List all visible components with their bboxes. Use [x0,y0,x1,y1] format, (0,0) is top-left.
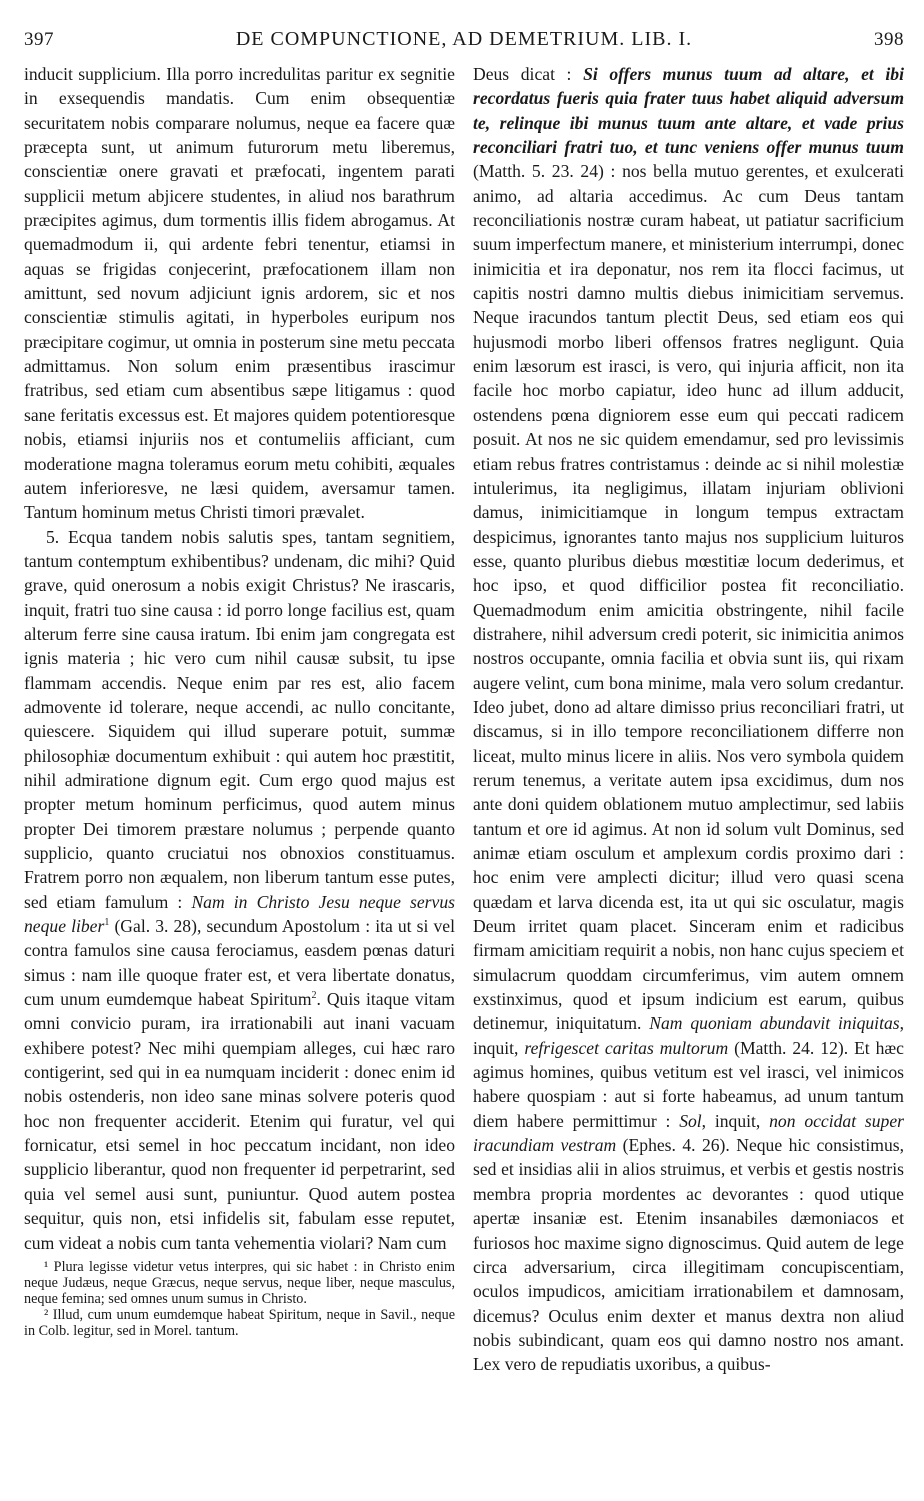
scripture-quote: Sol [679,1110,702,1131]
text-run: Deus dicat : [473,64,584,84]
right-column [473,62,904,1377]
running-header [24,28,904,62]
page-number-left: 397 [24,29,54,50]
footnote: ² Illud, cum unum eumdemque habeat Spiritum, neque in Savil., neque in Colb. legitur, sed in Morel. tantum. [24,1306,455,1339]
paragraph: inducit supplicium. Illa porro incredulitas paritur ex segnitie in exsequendis mandatis. Cum enim obsequentiæ securitatem nobis comparare nolumus, neque ea facere quæ præcepta sunt, ut animum futurorum metu liberemus, conscientiæ onere gravati et præfocati, ingentem parati supplicii metum abjicere studentes, in aliud nos barathrum præcipites agimus, dum tormentis illis fidem abrogamus. At quemadmodum ii, qui ardente febri tenentur, etiamsi in aquas se frigidas conjecerint, præfocationem illam non amittunt, sed novum adjiciunt ignis ardorem, sic et nos conscientiæ stimulis agitati, in hyperboles euripum nos præcipitare cogimur, ut omnia in posterum sine metu peccata admittamus. Non solum enim præsentibus irascimur fratribus, sed etiam cum absentibus sæpe litigamus : quod sane feritatis excessus est. Et majores quidem potentioresque nobis, etiamsi injuriis nos et contumeliis afficiant, cum moderatione magna toleramus eorum metu cohibiti, æquales autem inferioresve, ne læsi quidem, aversamur tamen. Tantum hominum metus Christi timori prævalet. [24,64,455,523]
footnotes [24,1259,455,1339]
text-run: . Quis itaque vitam omni convicio puram, ira irrationabili aut inani vacuam exhibere potest? Nec mihi quempiam alleges, cui hæc raro contigerint, sed qui in ea numquam inciderit : donec enim id nobis ostenderis, non ideo sane minas solvere poteris quod hoc non frequenter acciderit. Etenim qui furatur, vel qui fornicatur, etsi semel in hoc peccatum incidant, non ideo supplicio liberantur, quod non frequenter id perpetrarint, sed quia vel semel ausi sunt, puniuntur. Quod autem postea sequitur, quis non, etsi infidelis sit, fabulam esse reputet, cum videat a nobis cum tanta vehementia violari? Nam cum [24,989,455,1253]
scripture-quote: non occidat super iracundiam vestram [473,1110,904,1156]
text-run: (Ephes. 4. 26). Neque hic consistimus, sed et insidias alii in alios struimus, et verbis et gestis nostris membra propria mordentes ac devorantes : quod utique apertæ insaniæ est. Etenim insanabiles dæmoniacos et furiosos hoc maxime signo dignoscimus. Quid autem de lege circa adversarium, circa illegitimam concupiscentiam, oculos impudicos, amicitiam irrationabilem et damnosam, dicemus? Oculus enim dexter et manus dextra non aliud nobis subindicant, quam eos qui damno nostro nos amant. Lex vero de repudiatis uxoribus, a quibus- [473,1135,904,1375]
text-run: (Matth. 5. 23. 24) : nos bella mutuo gerentes, et exulcerati animo, ad altaria accedimus. Ac cum Deus tantam reconciliationis nostræ curam habeat, ut patiatur sacrificium suum imperfectum manere, et ministerium interrumpi, donec inimicitia et ira deponatur, nos rem ita flocci facimus, ut capitis nostri damno multis diebus inimicitiam servemus. Neque iracundos tantum plectit Deus, sed etiam eos qui hujusmodi morbo liberi offensos fratres negligunt. Quia enim læsorum est irasci, is vero, qui injuria afficit, non ita facile hoc morbo capiatur, ideo hunc ad illum adducit, ostendens pœna digniorem esse eum qui peccati radicem posuit. At nos ne sic quidem emendamur, sed pro levissimis etiam rebus fratres contristamus : deinde ac si nihil molestiæ intulerimus, ita negligimus, illatam injuriam oblivioni damus, inimicitiamque in longum tempus extractam despicimus, ignorantes tanto majus nos supplicium luituros esse, quanto pluribus diebus mœstitiæ locum dederimus, et hoc ipso, et quod difficilior postea fit reconciliatio. Quemadmodum enim amicitia obstringente, nihil facile distrahere, nihil adversum credi poterit, sic inimicitia animos nostros occupante, omnia facilia et obvia sunt iis, qui rixam augere velint, cum bona minime, mala vero solum credantur. Ideo jubet, dono ad altare dimisso prius reconciliari fratri, ut discamus, si in illo tempore reconciliationem differre non liceat, multo minus licere in aliis. Nos vero symbola quidem rerum tenemus, a veritate autem ipsa excidimus, dum nos ante doni quidem oblationem mutuo amplectimur, sed labiis tantum et ore id agimus. At non id solum vult Dominus, sed animæ etiam osculum et amplexum cordis proximo dari : hoc enim vere amplecti dicitur; illud vero quasi scena quædam et larva dicenda est, ita ut qui sic osculatur, magis Deum irritet quam placet. Sinceram enim et radicibus firmam amicitiam requirit a nobis, non hanc cujus speciem et simulacrum quoddam circumferimus, vim autem omnem exstinximus, quod et ipsum indicium est earum, quibus detinemur, iniquitatum. [473,161,904,1034]
paragraph [473,62,904,1377]
footnote: ¹ Plura legisse videtur vetus interpres, qui sic habet : in Christo enim neque Judæus, neque Græcus, neque servus, neque liber, neque masculus, neque femina; sed omnes unum sumus in Christo. [24,1258,455,1307]
footnote-ref: 2 [311,990,317,1002]
left-column [24,62,455,1377]
text-run: (Gal. 3. 28), secundum Apostolum : ita ut si vel contra famulos sine causa ferociamus, easdem pœnas daturi simus : nam ille quoque frater est, et vera libertate donatus, cum unum eumdemque habeat Spiritum [24,916,455,1010]
text-columns [24,62,904,1377]
scripture-quote: Si offers munus tuum ad altare, et ibi recordatus fueris quia frater tuus habet aliquid adversum te, relinque ibi munus tuum ante altare, et vade prius reconciliari fratri tuo, et tunc veniens offer munus tuum [473,64,904,158]
footnote-ref: 1 [104,917,110,929]
scripture-quote: Nam quoniam abundavit iniquitas [649,1013,900,1034]
scripture-quote: refrigescet caritas multorum [524,1037,729,1058]
text-run: 5. Ecqua tandem nobis salutis spes, tantam segnitiem, tantum contemptum exhibentibus? undenam, dic mihi? Quid grave, quid onerosum a nobis exigit Christus? Ne irascaris, inquit, fratri tuo sine causa : id porro longe facilius est, quam alterum ferre sine causa iratum. Ibi enim jam congregata est ignis materia ; hic vero cum nihil causæ subsit, tu ipse flammam accendis. Neque enim par res est, alio facem admovente id tolerare, neque accendi, ac nullo concitante, quiescere. Siquidem qui illud superare potuit, summæ philosophiæ documentum exhibuit : qui autem hoc præstitit, nihil admiratione dignum egit. Cum ergo quod majus est propter metum hominum perficimus, quod autem minus propter Dei timorem præstare nolumus ; perpende quanto supplicio, quanto cruciatui nos obnoxios constituamus. Fratrem porro non æqualem, non liberum tantum esse putes, sed etiam famulum : [24,526,455,912]
text-run: (Matth. 24. 12). Et hæc agimus homines, quibus vetitum est vel irasci, vel inimicos habere quospiam : aut si forte habeamus, ad unum tantum diem habere permittimur : [473,1037,904,1131]
scripture-quote: Nam in Christo Jesu neque servus neque liber [24,891,455,937]
page-number-right: 398 [873,29,904,50]
paragraph [24,525,455,1255]
text-run: , inquit, [701,1110,770,1131]
running-title: DE COMPUNCTIONE, AD DEMETRIUM. LIB. I. [235,28,693,50]
text-run: , inquit, [473,1013,905,1058]
